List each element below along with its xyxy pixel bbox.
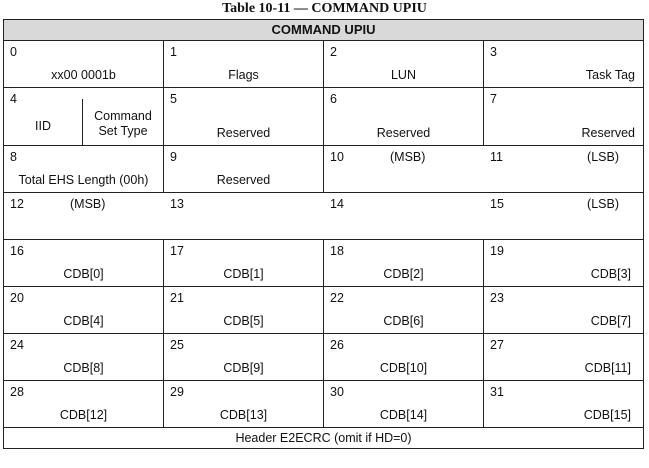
byte-number: 25	[170, 338, 184, 352]
byte-cell-27	[484, 334, 644, 381]
byte-number: 2	[330, 45, 337, 59]
byte-number: 24	[10, 338, 24, 352]
field-label: CDB[10]	[379, 361, 428, 375]
byte-number: 12	[10, 197, 24, 211]
field-label: CDB[1]	[223, 267, 264, 281]
byte-number: 8	[10, 150, 17, 164]
byte-number: 1	[170, 45, 177, 59]
field-label-line-2: Set Type	[98, 124, 148, 138]
byte-cell-4	[4, 88, 164, 146]
byte-number: 5	[170, 92, 177, 106]
byte-cell-2	[324, 41, 484, 88]
field-label: CDB[11]	[584, 361, 631, 375]
field-label: CDB[2]	[383, 267, 424, 281]
field-label: LUN	[390, 68, 416, 82]
byte-cell-0	[4, 41, 164, 88]
byte-number: 21	[170, 291, 184, 305]
byte-number: 31	[490, 385, 504, 399]
byte-number: 7	[490, 92, 497, 106]
byte-number: 13	[170, 197, 184, 211]
field-label: CDB[15]	[583, 408, 631, 422]
byte-number: 9	[170, 150, 177, 164]
field-label: CDB[4]	[63, 314, 104, 328]
field-label: Reserved	[216, 173, 271, 187]
byte-number: 18	[330, 244, 344, 258]
byte-cell-31	[484, 381, 644, 428]
byte-cell-21	[164, 287, 324, 334]
field-label: CDB[0]	[63, 267, 104, 281]
field-label: Reserved	[376, 126, 431, 140]
byte-number: 0	[10, 45, 17, 59]
byte-cell-1	[164, 41, 324, 88]
field-label: Total EHS Length (00h)	[18, 173, 149, 187]
lsb-marker: (LSB)	[587, 197, 619, 211]
byte-number: 20	[10, 291, 24, 305]
byte-cell-16	[4, 240, 164, 287]
byte-number: 27	[490, 338, 504, 352]
byte-number: 30	[330, 385, 344, 399]
byte-cell-20	[4, 287, 164, 334]
msb-marker: (MSB)	[70, 197, 106, 211]
byte-cell-29	[164, 381, 324, 428]
data-segment-length-field	[324, 146, 644, 193]
byte-number: 26	[330, 338, 344, 352]
command-upiu-table	[3, 19, 644, 449]
byte-cell-5	[164, 88, 324, 146]
byte-cell-7	[484, 88, 644, 146]
byte-number: 3	[490, 45, 497, 59]
byte-number: 22	[330, 291, 344, 305]
table-header: COMMAND UPIU	[4, 20, 644, 41]
command-set-type-subfield	[82, 99, 163, 145]
field-label: CDB[9]	[223, 361, 264, 375]
field-label: Reserved	[581, 126, 635, 140]
lsb-marker: (LSB)	[587, 150, 619, 164]
byte-cell-17	[164, 240, 324, 287]
field-label: IID	[35, 119, 51, 133]
field-label: CDB[8]	[63, 361, 104, 375]
byte-cell-8	[4, 146, 164, 193]
byte-number: 10	[330, 150, 344, 164]
byte-number: 4	[10, 92, 17, 106]
byte-cell-3	[484, 41, 644, 88]
field-label-line-1: Command	[94, 109, 152, 123]
byte-number: 14	[330, 197, 344, 211]
field-label: CDB[7]	[590, 314, 631, 328]
table-caption: Table 10-11 — COMMAND UPIU	[222, 1, 427, 16]
field-label: CDB[6]	[383, 314, 424, 328]
byte-number: 15	[490, 197, 504, 211]
byte-cell-23	[484, 287, 644, 334]
field-label: Flags	[228, 68, 259, 82]
byte-cell-22	[324, 287, 484, 334]
byte-cell-9	[164, 146, 324, 193]
byte-number: 19	[490, 244, 504, 258]
field-label: Reserved	[216, 126, 271, 140]
byte-cell-24	[4, 334, 164, 381]
byte-cell-6	[324, 88, 484, 146]
byte-cell-25	[164, 334, 324, 381]
byte-cell-19	[484, 240, 644, 287]
byte-cell-18	[324, 240, 484, 287]
iid-subfield	[4, 99, 82, 145]
byte-number: 23	[490, 291, 504, 305]
field-label: CDB[14]	[379, 408, 428, 422]
byte-number: 6	[330, 92, 337, 106]
byte-number: 28	[10, 385, 24, 399]
field-label: xx00 0001b	[51, 68, 116, 82]
header-e2ecrc-row: Header E2ECRC (omit if HD=0)	[4, 428, 644, 449]
msb-marker: (MSB)	[390, 150, 426, 164]
byte-number: 11	[490, 150, 503, 164]
field-label: CDB[3]	[590, 267, 631, 281]
expected-data-transfer-length-field	[4, 193, 644, 240]
byte-number: 17	[170, 244, 184, 258]
byte-number: 29	[170, 385, 184, 399]
byte-cell-30	[324, 381, 484, 428]
byte-cell-28	[4, 381, 164, 428]
byte-number: 16	[10, 244, 24, 258]
byte-cell-26	[324, 334, 484, 381]
field-label: CDB[5]	[223, 314, 264, 328]
field-label: Task Tag	[585, 68, 635, 82]
field-label: CDB[13]	[219, 408, 268, 422]
field-label: CDB[12]	[59, 408, 108, 422]
